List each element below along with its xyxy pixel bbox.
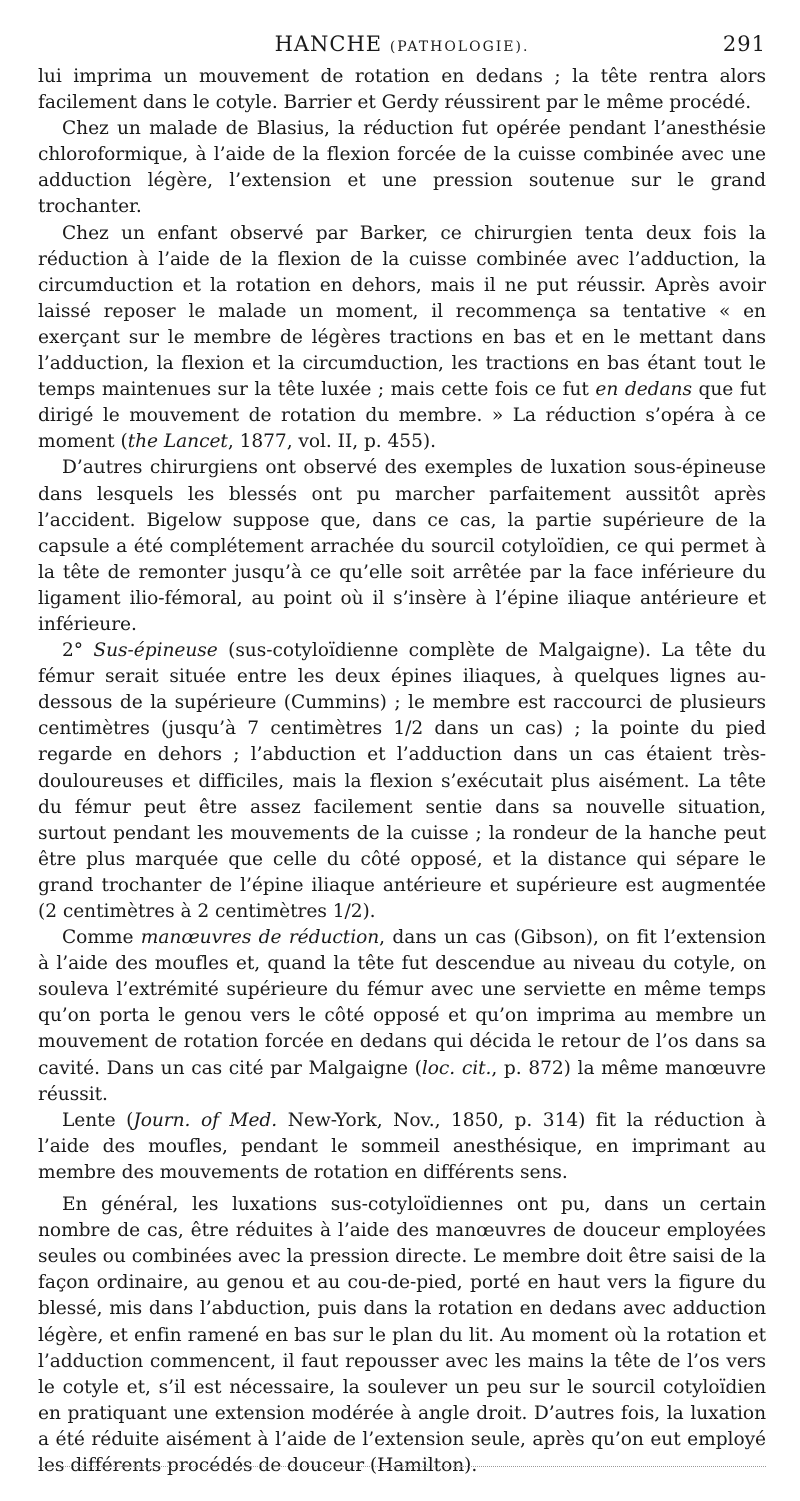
paragraph-p5 — [38, 638, 766, 925]
text-run: En général, les luxations sus-cotyloïdiennes ont pu, dans un certain nombre de cas, être réduites à l’aide des manœuvres de douceur employées seules ou combinées avec la pression directe. Le membre doit être saisi de la façon ordinaire, au genou et au cou-de-pied, porté en haut vers la figure du blessé, mis dans l’abduction, puis dans la rotation en dedans avec adduction légère, et enfin ramené en bas sur le plan du lit. Au moment où la rotation et l’adduction commencent, il faut repousser avec les mains la tête de l’os vers le cotyle et, s’il est nécessaire, la soulever un peu sur le sourcil cotyloïdien en pratiquant une extension modérée à angle droit. D’autres fois, la luxation a été réduite aisément à l’aide de l’extension seule, après qu’on eut employé les différents procédés de douceur (Hamilton). — [38, 1194, 766, 1476]
text-run: Lente ( — [62, 1109, 134, 1131]
italic-text: the Lancet — [127, 431, 228, 453]
paragraph-p6 — [38, 925, 766, 1108]
paragraph-p2 — [38, 116, 766, 220]
body-text — [38, 64, 766, 1479]
text-run: , 1877, vol. II, p. 455). — [227, 431, 436, 453]
text-run: lui imprima un mouvement de rotation en dedans ; la tête rentra alors facilement dans le cotyle. Barrier et Gerdy réussirent par le même procédé. — [38, 66, 766, 114]
text-run: Comme — [62, 927, 141, 949]
italic-text: en dedans — [595, 379, 692, 401]
paragraph-p3 — [38, 221, 766, 456]
text-run: , p. 872) la même manœuvre réussit. — [38, 1057, 766, 1105]
running-header — [38, 30, 766, 64]
running-title — [38, 32, 766, 56]
text-run: D’autres chirurgiens ont observé des exemples de luxation sous-épineuse dans lesquels les blessés ont pu marcher parfaitement aussitôt après l’accident. Bigelow suppose que, dans ce cas, la partie supérieure de la capsule a été complétement arrachée du sourcil cotyloïdien, ce qui permet à la tête de remonter jusqu’à ce qu’elle soit arrêtée par la face inférieure du ligament ilio-fémoral, au point où il s’insère à l’épine iliaque antérieure et inférieure. — [38, 457, 766, 635]
paragraph-p4 — [38, 455, 766, 638]
paragraph-p1 — [38, 64, 766, 116]
text-run: New-York, Nov., 1850, p. 314) fit la réduction à l’aide des moufles, pendant le sommeil anesthésique, en imprimant au membre des mouvements de rotation en différents sens. — [38, 1109, 766, 1183]
text-run: , dans un cas (Gibson), on fit l’extension à l’aide des moufles et, quand la tête fut descendue au niveau du cotyle, on souleva l’extrémité supérieure du fémur avec une serviette en même temps qu’on porta le genou vers le côté opposé et qu’on imprima au membre un mouvement de rotation forcée en dedans qui décida le retour de l’os dans sa cavité. Dans un cas cité par Malgaigne ( — [38, 927, 766, 1079]
italic-text: loc. cit. — [421, 1057, 492, 1079]
text-run: Chez un enfant observé par Barker, ce chirurgien tenta deux fois la réduction à l’aide de la flexion de la cuisse combinée avec l’adduction, la circumduction et la rotation en dehors, mais il ne put réussir. Après avoir laissé reposer le malade un moment, il recommença sa tentative « en exerçant sur le membre de légères tractions en bas et en le mettant dans l’adduction, la flexion et la circumduction, les tractions en bas étant tout le temps maintenues sur la tête luxée ; mais cette fois ce fut — [38, 222, 766, 401]
running-title-main: HANCHE — [274, 32, 383, 56]
text-run: 2° — [62, 640, 94, 662]
footer-rule — [38, 1466, 766, 1467]
running-title-sub: (PATHOLOGIE). — [389, 39, 530, 55]
paragraph-p7 — [38, 1108, 766, 1186]
italic-text: Sus-épineuse — [93, 640, 218, 662]
text-run: Chez un malade de Blasius, la réduction fut opérée pendant l’anesthésie chloroformique, à l’aide de la flexion forcée de la cuisse combinée avec une adduction légère, l’extension et une pression soutenue sur le grand trochanter. — [38, 118, 766, 218]
text-run: que fut dirigé le mouvement de rotation du membre. » La réduction s’opéra à ce moment ( — [38, 379, 766, 453]
text-run: (sus-cotyloïdienne complète de Malgaigne). La tête du fémur serait située entre les deux épines iliaques, à quelques lignes au-dessous de la supérieure (Cummins) ; le membre est raccourci de plusieurs centimètres (jusqu’à 7 centimètres 1/2 dans un cas) ; la pointe du pied regarde en dehors ; l’abduction et l’adduction dans un cas étaient très-douloureuses et difficiles, mais la flexion s’exécutait plus aisément. La tête du fémur peut être assez facilement sentie dans sa nouvelle situation, surtout pendant les mouvements de la cuisse ; la rondeur de la hanche peut être plus marquée que celle du côté opposé, et la distance qui sépare le grand trochanter de l’épine iliaque antérieure et supérieure est augmentée (2 centimètres à 2 centimètres 1/2). — [38, 640, 766, 922]
italic-text: manœuvres de réduction — [140, 927, 380, 949]
page-number: 291 — [722, 32, 766, 56]
italic-text: Journ. of Med. — [133, 1109, 278, 1131]
paragraph-p8 — [38, 1192, 766, 1479]
